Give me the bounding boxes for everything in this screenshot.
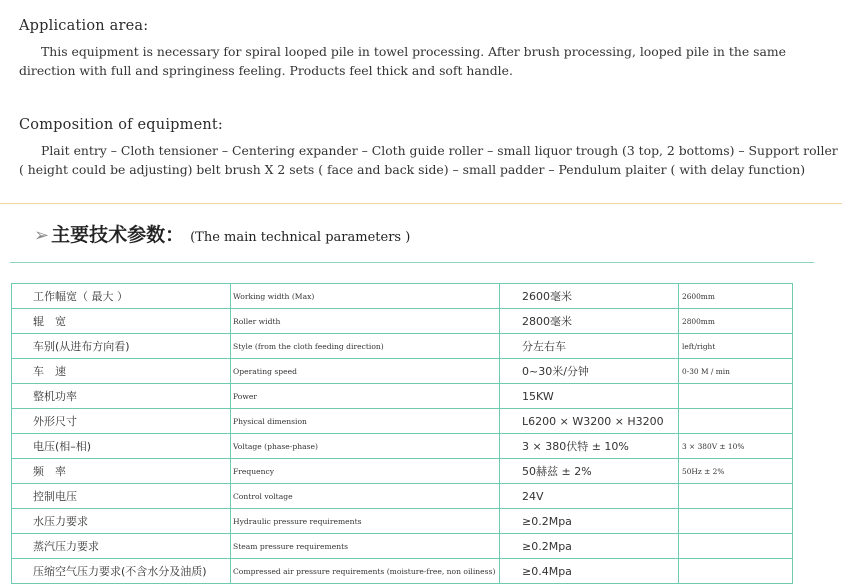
- table-row: [12, 359, 793, 384]
- param-name-en: Style (from the cloth feeding direction): [231, 334, 500, 359]
- table-row: [12, 509, 793, 534]
- param-unit-value: [679, 484, 793, 509]
- parameters-table: [11, 283, 793, 584]
- table-row: [12, 534, 793, 559]
- table-row: [12, 309, 793, 334]
- param-unit-value: left/right: [679, 334, 793, 359]
- param-name-zh: 电压(相–相): [12, 434, 231, 459]
- composition-text: [19, 141, 842, 179]
- param-name-en: Frequency: [231, 459, 500, 484]
- param-name-en: Steam pressure requirements: [231, 534, 500, 559]
- param-unit-value: [679, 409, 793, 434]
- table-row: [12, 384, 793, 409]
- param-value: 15KW: [500, 384, 679, 409]
- param-name-en: Hydraulic pressure requirements: [231, 509, 500, 534]
- table-row: [12, 409, 793, 434]
- param-unit-value: 50Hz ± 2%: [679, 459, 793, 484]
- green-divider: [10, 262, 814, 263]
- param-name-en: Power: [231, 384, 500, 409]
- param-value: ≥0.2Mpa: [500, 509, 679, 534]
- param-unit-value: 0-30 M / min: [679, 359, 793, 384]
- param-value: 2600毫米: [500, 284, 679, 309]
- param-name-zh: 辊 宽: [12, 309, 231, 334]
- param-name-en: Control voltage: [231, 484, 500, 509]
- table-row: [12, 284, 793, 309]
- param-unit-value: [679, 559, 793, 584]
- param-value: 50赫兹 ± 2%: [500, 459, 679, 484]
- application-area-text: [19, 42, 842, 80]
- param-name-zh: 压缩空气压力要求(不含水分及油质): [12, 559, 231, 584]
- param-value: ≥0.2Mpa: [500, 534, 679, 559]
- parameters-title-en: (The main technical parameters ): [190, 230, 411, 245]
- table-row: [12, 434, 793, 459]
- param-name-zh: 蒸汽压力要求: [12, 534, 231, 559]
- param-unit-value: [679, 534, 793, 559]
- param-value: 2800毫米: [500, 309, 679, 334]
- param-value: 0~30米/分钟: [500, 359, 679, 384]
- param-unit-value: 3 × 380V ± 10%: [679, 434, 793, 459]
- gold-divider: [0, 203, 842, 204]
- param-unit-value: 2600mm: [679, 284, 793, 309]
- parameters-heading: [34, 220, 410, 247]
- param-name-zh: 整机功率: [12, 384, 231, 409]
- param-value: 3 × 380伏特 ± 10%: [500, 434, 679, 459]
- param-value: ≥0.4Mpa: [500, 559, 679, 584]
- table-row: [12, 459, 793, 484]
- param-name-zh: 车别(从进布方向看): [12, 334, 231, 359]
- param-unit-value: [679, 384, 793, 409]
- param-name-zh: 工作幅宽（ 最大 ）: [12, 284, 231, 309]
- param-value: L6200 × W3200 × H3200: [500, 409, 679, 434]
- table-row: [12, 559, 793, 584]
- param-name-zh: 外形尺寸: [12, 409, 231, 434]
- param-name-zh: 频 率: [12, 459, 231, 484]
- param-value: 24V: [500, 484, 679, 509]
- param-unit-value: 2800mm: [679, 309, 793, 334]
- param-name-en: Working width (Max): [231, 284, 500, 309]
- application-area-body: This equipment is necessary for spiral looped pile in towel processing. After brush processing, looped pile in the same direction with full and springiness feeling. Products feel thick and soft handle.: [19, 44, 786, 78]
- param-name-en: Roller width: [231, 309, 500, 334]
- composition-title: Composition of equipment:: [19, 117, 224, 133]
- param-unit-value: [679, 509, 793, 534]
- param-name-zh: 控制电压: [12, 484, 231, 509]
- triangle-arrow-icon: ➢: [34, 225, 50, 246]
- param-name-en: Voltage (phase-phase): [231, 434, 500, 459]
- composition-body: Plait entry – Cloth tensioner – Centering expander – Cloth guide roller – small liquor trough (3 top, 2 bottoms) – Support roller ( height could be adjusting) belt brush X 2 sets ( face and back side) – small padder – Pendulum plaiter ( with delay function): [19, 143, 838, 177]
- param-name-zh: 水压力要求: [12, 509, 231, 534]
- param-name-en: Compressed air pressure requirements (moisture-free, non oiliness): [231, 559, 500, 584]
- table-row: [12, 484, 793, 509]
- param-name-en: Physical dimension: [231, 409, 500, 434]
- param-name-zh: 车 速: [12, 359, 231, 384]
- application-area-title: Application area:: [19, 18, 149, 34]
- param-value: 分左右车: [500, 334, 679, 359]
- parameters-title-zh: 主要技术参数：: [51, 224, 185, 246]
- param-name-en: Operating speed: [231, 359, 500, 384]
- table-row: [12, 334, 793, 359]
